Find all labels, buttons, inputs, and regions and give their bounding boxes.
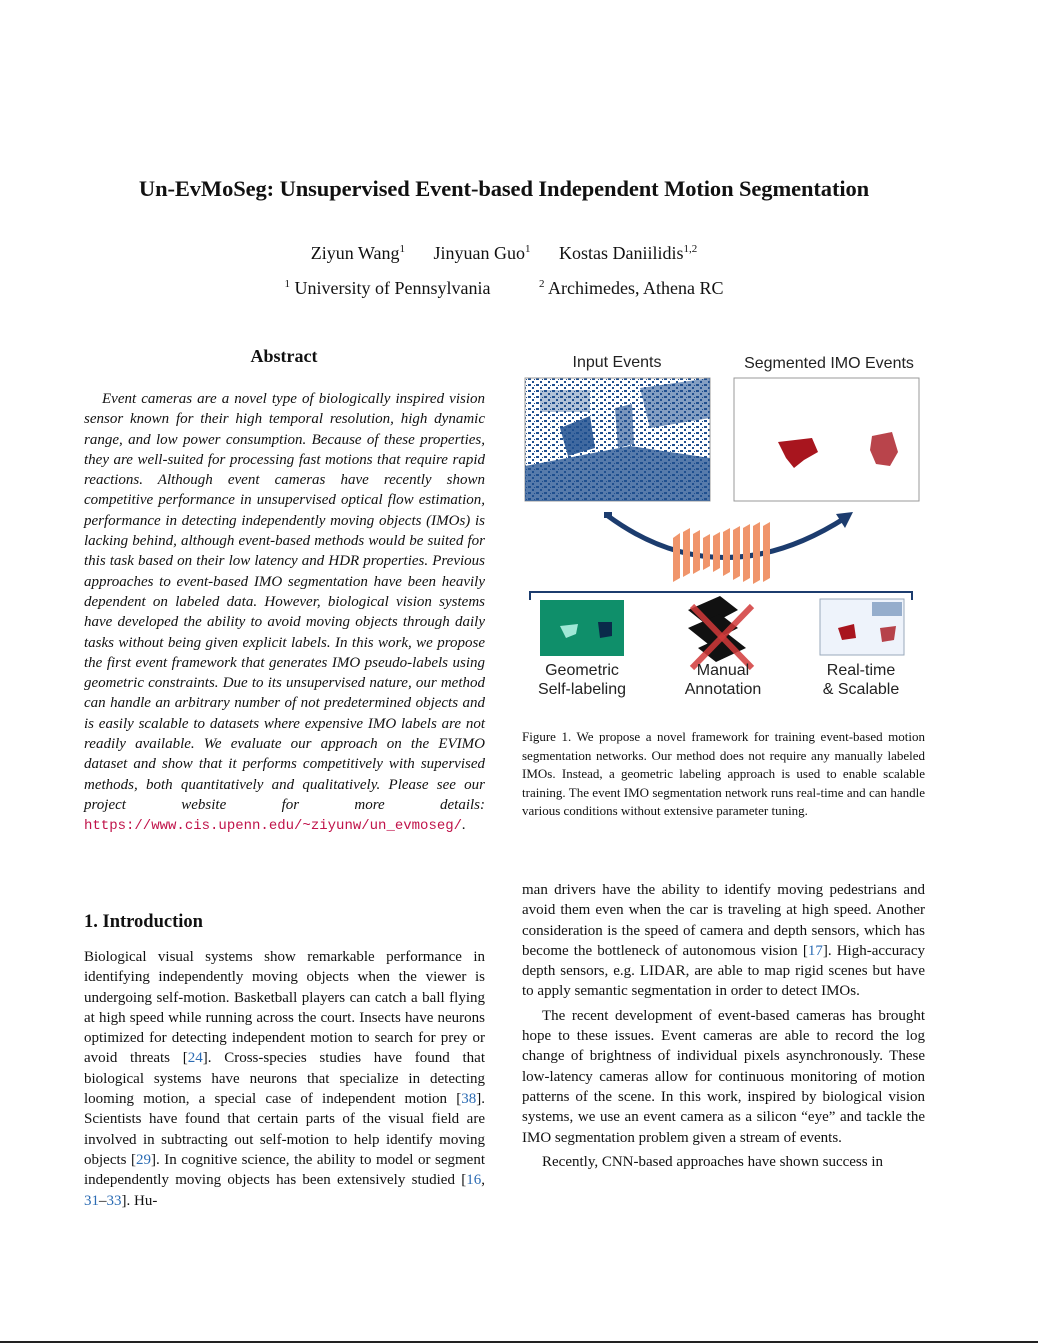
figure-1-caption: Figure 1. We propose a novel framework for training event-based motion segmentation networks. Our method does not require any manually labeled IMOs. Instead, a geometric labeling approach is used to enable scalable training. The event IMO segmentation network runs real-time and can handle various conditions without extensive parameter tuning. xyxy=(522,729,925,818)
author-list xyxy=(0,243,1008,264)
citation-link[interactable]: 17 xyxy=(807,942,823,959)
intro-paragraph-1-continued: man drivers have the ability to identify moving pedestrians and avoid them even when the car is traveling at high speed. Another consideration is the speed of camera and depth sensors, which has become the bottleneck of autonomous vision [17]. High-accuracy depth sensors, e.g. LIDAR, are able to map rigid scenes but have to apply semantic segmentation in order to detect IMOs. xyxy=(522,882,925,1000)
abstract-body: Event cameras are a novel type of biologically inspired vision sensor known for their high temporal resolution, high dynamic range, and low power consumption. Because of these properties, they are well-suited for processing fast motions that require rapid reactions. Although event cameras have recently shown competitive performance in unsupervised optical flow estimation, performance in detecting independently moving objects (IMOs) is lacking behind, although event-based methods would be suited for this task based on their low latency and HDR properties. Previous approaches to event-based IMO segmentation have been heavily dependent on labeled data. However, biological vision systems have developed the ability to avoid moving objects through daily tasks without being given explicit labels. In this work, we propose the first event framework that generates IMO pseudo-labels using geometric constraints. Due to its unsupervised nature, our method can handle an arbitrary number of not predetermined objects and is easily scalable to datasets where expensive IMO labels are not readily available. We evaluate our approach on the EVIMO dataset and show that it performs competitively with supervised methods, both quantitatively and qualitatively. Please see our project website for more details: https://www.cis.upenn.edu/~ziyunw/un_evmoseg/. xyxy=(84,391,485,835)
citation-link[interactable]: 33 xyxy=(106,1192,122,1209)
citation-link[interactable]: 16 xyxy=(466,1172,482,1189)
input-events-image xyxy=(525,378,710,501)
abstract-heading: Abstract xyxy=(250,346,318,366)
segmentation-network-icon xyxy=(673,522,770,584)
author: Ziyun Wang$^1$ xyxy=(310,243,405,263)
affiliation: $^1$ University of Pennsylvania xyxy=(284,278,491,298)
figure-1 xyxy=(520,348,930,718)
project-url-link[interactable]: https://www.cis.upenn.edu/~ziyunw/un_evmoseg/ xyxy=(84,818,463,835)
citation-link[interactable]: 24 xyxy=(187,1050,203,1067)
introduction-column-2 xyxy=(522,880,925,1172)
input-events-label: Input Events xyxy=(572,354,662,371)
geometric-self-labeling-label: Geometric Self-labeling xyxy=(537,662,627,698)
manual-annotation-crossed-icon xyxy=(688,596,752,668)
introduction-heading: 1. Introduction xyxy=(84,912,203,932)
affiliation-list xyxy=(0,278,1008,299)
author: Jinyuan Guo$^1$ xyxy=(433,243,531,263)
citation-link[interactable]: 29 xyxy=(136,1151,152,1168)
affiliation: $^2$ Archimedes, Athena RC xyxy=(539,278,724,298)
author: Kostas Daniilidis$^{1,2}$ xyxy=(558,243,698,263)
paper-title: Un-EvMoSeg: Unsupervised Event-based Independent Motion Segmentation xyxy=(138,176,870,201)
citation-link[interactable]: 38 xyxy=(461,1091,477,1108)
intro-paragraph-3: Recently, CNN-based approaches have shown success in xyxy=(542,1153,884,1170)
intro-paragraph-2: The recent development of event-based cameras has brought hope to these issues. Event cameras are able to record the log change of brightness of individual pixels asynchronously. These low-latency cameras allow for continuous monitoring of motion patterns of the scene. In this work, inspired by biological vision systems, we use an event camera as a silicon “eye” and tackle the IMO segmentation problem given a stream of events. xyxy=(522,1007,925,1146)
realtime-scalable-label: Real-time & Scalable xyxy=(822,662,900,698)
realtime-scalable-image xyxy=(820,599,904,655)
segmented-imo-events-label: Segmented IMO Events xyxy=(744,355,914,372)
geometric-self-labeling-image xyxy=(540,600,624,656)
introduction-column-1: Biological visual systems show remarkable performance in identifying independently moving objects when the viewer is undergoing self-motion. Basketball players can catch a ball flying at high speed while running across the court. Insects have neurons optimized for detecting independent motion to search for prey or avoid threats [24]. Cross-species studies have found that biological systems have neurons that specialize in detecting looming motion, a special case of independent motion [38]. Scientists have found that certain parts of the visual field are involved in subtracting out self-motion to help identify moving objects [29]. In cognitive science, the ability to model or segment independently moving objects has been extensively studied [16, 31–33]. Hu- xyxy=(84,949,485,1209)
manual-annotation-label: Manual Annotation xyxy=(684,662,762,698)
citation-link[interactable]: 31 xyxy=(84,1192,99,1209)
page-bottom-border xyxy=(0,1341,1038,1343)
segmented-imo-image xyxy=(734,378,919,501)
